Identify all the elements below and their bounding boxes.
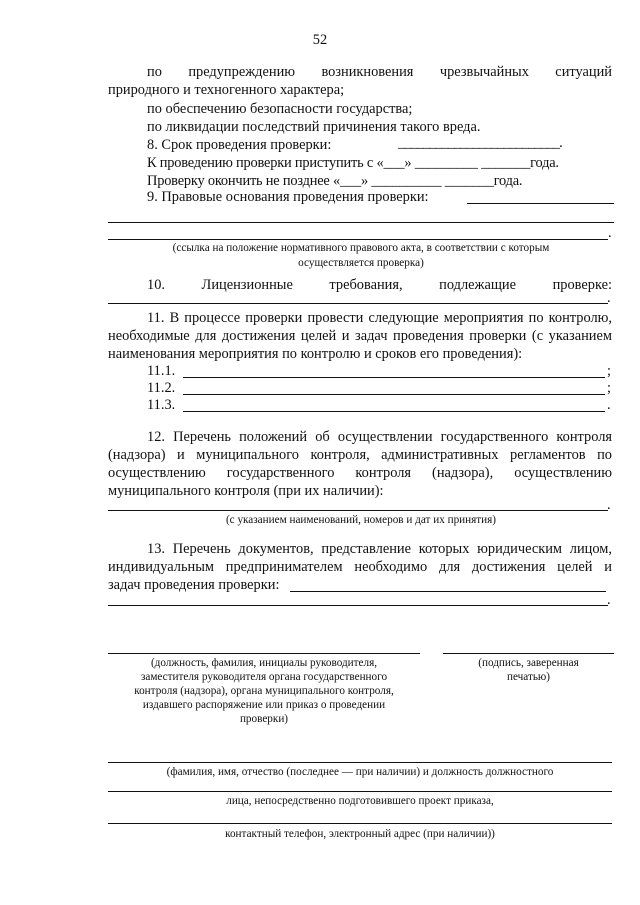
item-11-3-number: 11.3. <box>147 397 176 413</box>
license-end-dot: . <box>607 290 611 306</box>
documents-field-1 <box>290 591 606 592</box>
text-line-1: по предупреждению возникновения чрезвычайных ситуаций <box>147 64 612 80</box>
regulations-end-dot: . <box>607 497 611 513</box>
head-caption-4: издавшего распоряжение или приказ о проведении <box>142 699 386 711</box>
section-11-line-1: 11. В процессе проверки провести следующие мероприятия по контролю, <box>147 310 612 326</box>
section-13-line-2: индивидуальным предпринимателем необходимо для достижения целей и <box>108 559 612 575</box>
license-requirements-field <box>108 303 608 304</box>
section-12-line-2: (надзора) и муниципального контроля, административных регламентов по <box>108 447 612 463</box>
inspection-term-field: __________________________. <box>398 135 562 151</box>
documents-end-dot: . <box>607 592 611 608</box>
item-11-2-field <box>183 394 605 395</box>
legal-basis-field-1 <box>467 203 614 204</box>
head-caption-3: контроля (надзора), органа муниципального контроля, <box>134 685 394 697</box>
head-caption-2: заместителя руководителя органа государственного <box>140 671 388 683</box>
item-11-2-number: 11.2. <box>147 380 176 396</box>
start-date-line: К проведению проверки приступить с «___» _________ _______года. <box>147 155 559 171</box>
text-line-4: по ликвидации последствий причинения такого вреда. <box>147 119 481 135</box>
legal-basis-caption-1: (ссылка на положение нормативного правового акта, в соответствии с которым <box>172 242 550 254</box>
section-12-line-1: 12. Перечень положений об осуществлении государственного контроля <box>147 429 612 445</box>
official-caption-2: лица, непосредственно подготовившего проект приказа, <box>226 795 494 807</box>
text-line-2: природного и техногенного характера; <box>108 82 345 98</box>
legal-basis-field-2 <box>108 222 614 223</box>
section-8-label: 8. Срок проведения проверки: <box>147 137 332 153</box>
item-11-3-end: . <box>607 397 611 413</box>
documents-field-2 <box>108 605 608 606</box>
section-11-line-2: необходимые для достижения целей и задач проведения проверки (с указанием <box>108 328 612 344</box>
section-13-line-3: задач проведения проверки: <box>108 577 280 593</box>
seal-caption-1: (подпись, заверенная <box>478 657 579 669</box>
item-11-1-end: ; <box>607 363 611 379</box>
item-11-1-number: 11.1. <box>147 363 176 379</box>
head-signature-line <box>108 653 420 654</box>
section-12-line-4: муниципального контроля (при их наличии): <box>108 483 384 499</box>
seal-caption-2: печатью) <box>506 671 551 683</box>
official-caption-3: контактный телефон, электронный адрес (при наличии)) <box>225 828 495 840</box>
text-line-3: по обеспечению безопасности государства; <box>147 101 413 117</box>
item-11-3-field <box>183 411 605 412</box>
regulations-caption: (с указанием наименований, номеров и дат их принятия) <box>225 514 497 526</box>
legal-basis-field-3 <box>108 239 608 240</box>
legal-basis-caption-2: осуществляется проверка) <box>298 257 424 269</box>
section-10-label: 10. Лицензионные требования, подлежащие проверке: <box>147 277 612 293</box>
official-field-3 <box>108 823 612 824</box>
item-11-2-end: ; <box>607 380 611 396</box>
official-caption-1: (фамилия, имя, отчество (последнее — при наличии) и должность должностного <box>166 766 554 778</box>
page-number: 52 <box>312 32 328 48</box>
head-caption-1: (должность, фамилия, инициалы руководителя, <box>150 657 378 669</box>
legal-basis-end-dot: . <box>608 225 612 241</box>
section-13-line-1: 13. Перечень документов, представление которых юридическим лицом, <box>147 541 612 557</box>
section-9-label: 9. Правовые основания проведения проверки: <box>147 189 429 205</box>
regulations-field <box>108 510 608 511</box>
official-field-2 <box>108 791 612 792</box>
section-11-line-3: наименования мероприятия по контролю и сроков его проведения): <box>108 346 523 362</box>
section-12-line-3: осуществлению государственного контроля (надзора), осуществлению <box>108 465 612 481</box>
end-date-line: Проверку окончить не позднее «___» __________ _______года. <box>147 173 523 189</box>
official-field-1 <box>108 762 612 763</box>
item-11-1-field <box>183 377 605 378</box>
seal-signature-line <box>443 653 614 654</box>
head-caption-5: проверки) <box>239 713 289 725</box>
